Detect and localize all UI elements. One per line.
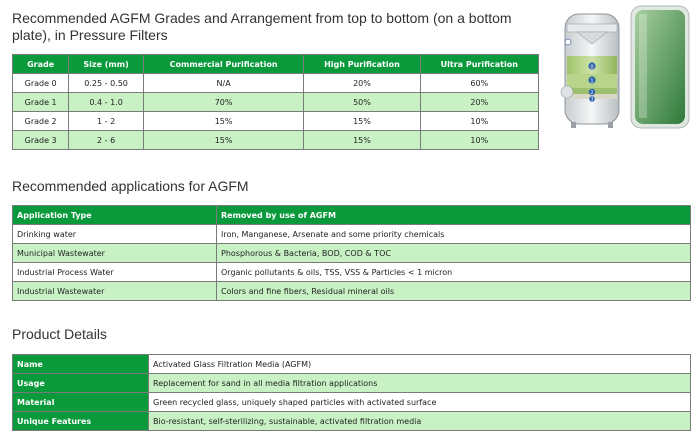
applications-table (12, 205, 691, 301)
table-cell: Green recycled glass, uniquely shaped particles with activated surface (149, 393, 691, 412)
column-header: Application Type (13, 206, 217, 225)
column-header: Size (mm) (69, 55, 144, 74)
column-header: Removed by use of AGFM (217, 206, 691, 225)
table-cell: 15% (304, 131, 420, 150)
column-header: High Purification (304, 55, 420, 74)
row-label: Material (13, 393, 149, 412)
table-row (13, 393, 691, 412)
applications-section-title: Recommended applications for AGFM (12, 178, 249, 194)
table-row (13, 112, 539, 131)
row-label: Unique Features (13, 412, 149, 431)
table-row (13, 244, 691, 263)
filter-vessel (561, 14, 619, 128)
grades-section-title: Recommended AGFM Grades and Arrangement from top to bottom (on a bottom plate), in Pressure Filters (12, 10, 512, 43)
table-cell: 70% (143, 93, 303, 112)
table-cell: 20% (304, 74, 420, 93)
table-cell: 20% (420, 93, 538, 112)
table-cell: N/A (143, 74, 303, 93)
table-cell: Bio-resistant, self-sterilizing, sustainable, activated filtration media (149, 412, 691, 431)
layer-label: 3 (590, 96, 594, 102)
table-cell: Industrial Wastewater (13, 282, 217, 301)
table-cell: Organic pollutants & oils, TSS, VSS & Particles < 1 micron (217, 263, 691, 282)
table-row (13, 355, 691, 374)
row-label: Usage (13, 374, 149, 393)
table-row (13, 412, 691, 431)
table-cell: 0.25 - 0.50 (69, 74, 144, 93)
table-cell: Grade 1 (13, 93, 69, 112)
table-cell: Grade 3 (13, 131, 69, 150)
table-cell: 1 - 2 (69, 112, 144, 131)
table-cell: Colors and fine fibers, Residual mineral oils (217, 282, 691, 301)
table-cell: 2 - 6 (69, 131, 144, 150)
table-cell: Municipal Wastewater (13, 244, 217, 263)
layer-label: 2 (590, 91, 594, 96)
column-header: Ultra Purification (420, 55, 538, 74)
table-cell: 10% (420, 112, 538, 131)
table-cell: 60% (420, 74, 538, 93)
table-header-row (13, 55, 539, 74)
table-cell: Phosphorous & Bacteria, BOD, COD & TOC (217, 244, 691, 263)
table-header-row (13, 206, 691, 225)
table-cell: 10% (420, 131, 538, 150)
table-row (13, 263, 691, 282)
product-section-title: Product Details (12, 326, 107, 342)
table-cell: 50% (304, 93, 420, 112)
table-row (13, 93, 539, 112)
table-cell: 15% (143, 112, 303, 131)
layer-label: 1 (590, 78, 594, 85)
column-header: Commercial Purification (143, 55, 303, 74)
table-cell: 15% (143, 131, 303, 150)
glass-media-jar (631, 6, 689, 128)
table-row (13, 225, 691, 244)
product-details-table (12, 354, 691, 431)
column-header: Grade (13, 55, 69, 74)
table-row (13, 374, 691, 393)
grades-table (12, 54, 539, 150)
table-cell: Iron, Manganese, Arsenate and some priority chemicals (217, 225, 691, 244)
table-cell: Industrial Process Water (13, 263, 217, 282)
table-row (13, 282, 691, 301)
pressure-filter-illustration (555, 4, 695, 130)
table-row (13, 131, 539, 150)
table-cell: Grade 0 (13, 74, 69, 93)
table-cell: 0.4 - 1.0 (69, 93, 144, 112)
table-cell: Replacement for sand in all media filtration applications (149, 374, 691, 393)
layer-marker (589, 96, 595, 102)
table-cell: Grade 2 (13, 112, 69, 131)
table-cell: Drinking water (13, 225, 217, 244)
layer-label: 0 (590, 64, 594, 71)
table-cell: Activated Glass Filtration Media (AGFM) (149, 355, 691, 374)
row-label: Name (13, 355, 149, 374)
table-cell: 15% (304, 112, 420, 131)
table-row (13, 74, 539, 93)
